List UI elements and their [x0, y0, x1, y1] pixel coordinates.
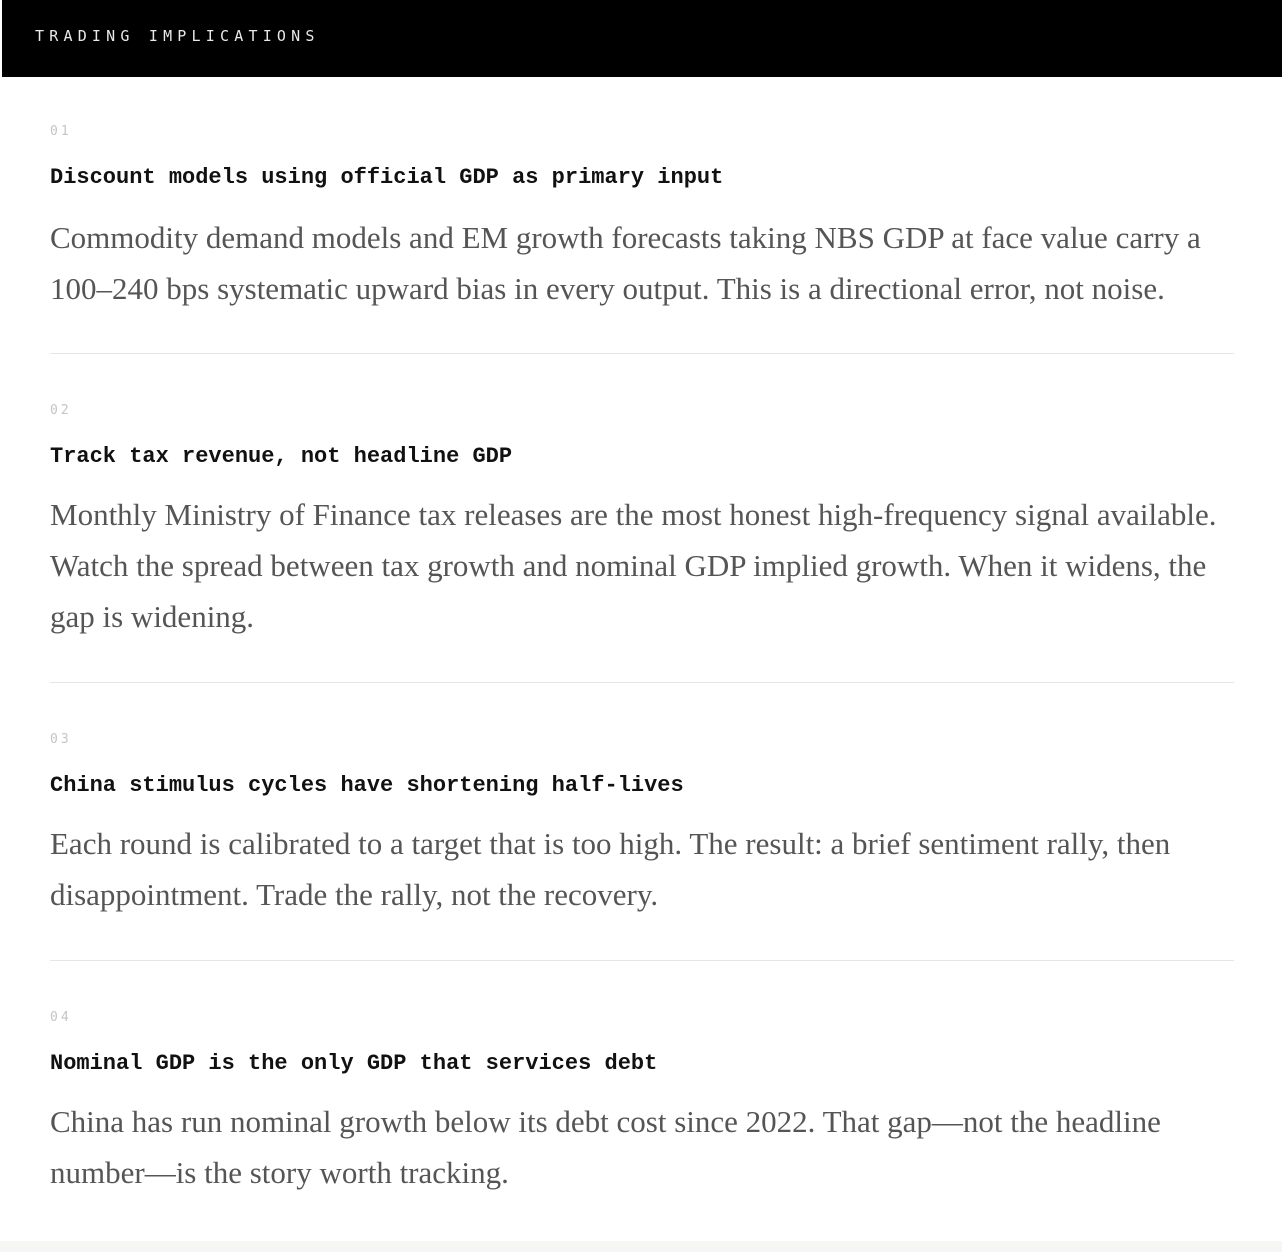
implication-item-01	[50, 77, 1234, 314]
item-title: Nominal GDP is the only GDP that services debt	[50, 1051, 658, 1076]
implication-item-04	[50, 961, 1234, 1198]
item-body: Each round is calibrated to a target that is too high. The result: a brief sentiment rally, then disappointment. Trade the rally, not the recovery.	[50, 826, 1171, 912]
item-body: Commodity demand models and EM growth forecasts taking NBS GDP at face value carry a 100–240 bps systematic upward bias in every output. This is a directional error, not noise.	[50, 220, 1201, 306]
item-number: 04	[50, 1010, 72, 1025]
item-title: Discount models using official GDP as primary input	[50, 165, 724, 190]
bottom-edge	[0, 1241, 1282, 1252]
section-header	[2, 0, 1282, 77]
item-number: 01	[50, 124, 72, 139]
section-title: TRADING IMPLICATIONS	[35, 27, 320, 45]
implication-item-03	[50, 683, 1234, 920]
item-number: 03	[50, 732, 72, 747]
implication-item-02	[50, 354, 1234, 642]
item-body: Monthly Ministry of Finance tax releases are the most honest high-frequency signal available. Watch the spread between tax growth and nominal GDP implied growth. When it widens, the gap is widening.	[50, 497, 1217, 634]
item-number: 02	[50, 403, 72, 418]
item-body: China has run nominal growth below its debt cost since 2022. That gap—not the headline number—is the story worth tracking.	[50, 1104, 1161, 1190]
item-title: Track tax revenue, not headline GDP	[50, 444, 513, 469]
item-title: China stimulus cycles have shortening half-lives	[50, 773, 684, 798]
implications-list	[50, 77, 1234, 1198]
